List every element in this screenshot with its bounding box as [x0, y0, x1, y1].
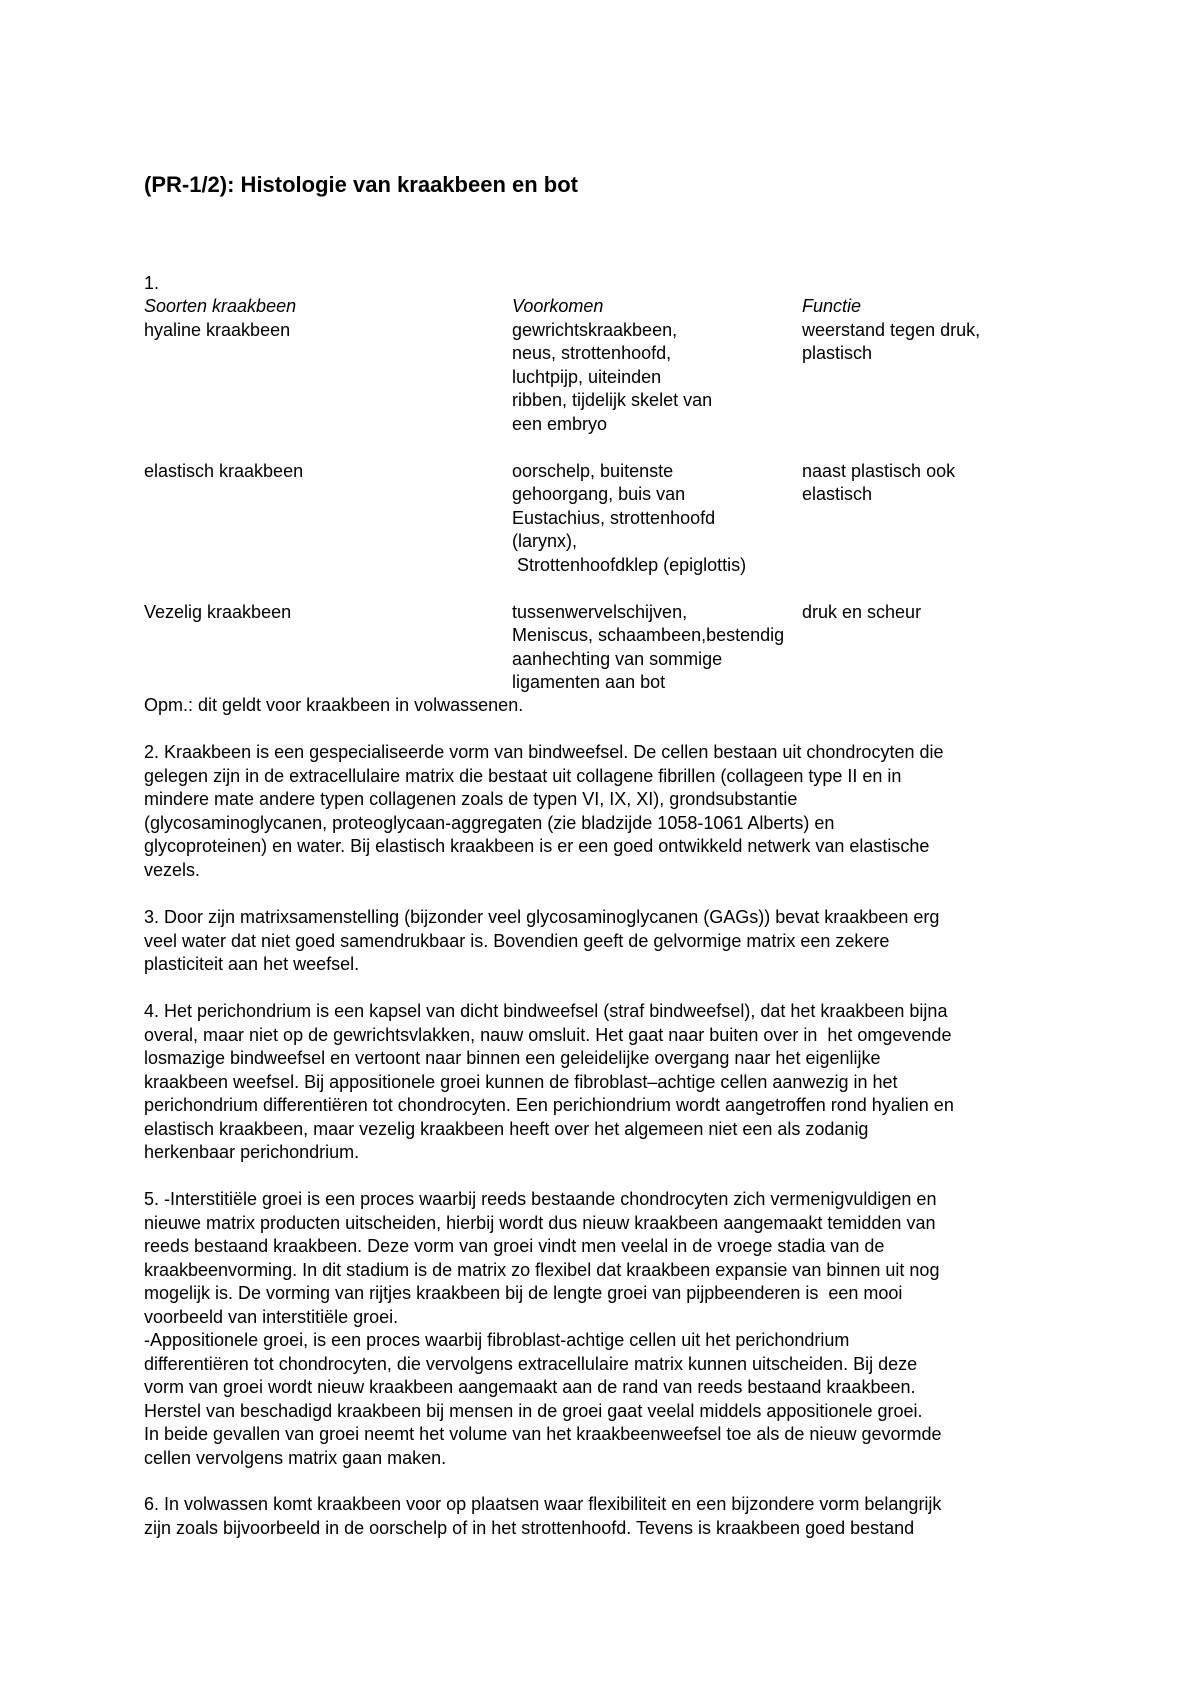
- text-line: nieuwe matrix producten uitscheiden, hierbij wordt dus nieuw kraakbeen aangemaakt temidden van: [144, 1212, 936, 1233]
- text-line: mindere mate andere typen collagenen zoals de typen VI, IX, XI), grondsubstantie: [144, 789, 798, 809]
- cell-line: een embryo: [512, 413, 608, 434]
- text-line: 5. -Interstitiële groei is een proces waarbij reeds bestaande chondrocyten zich vermenigvuldigen en: [144, 1189, 937, 1209]
- text-line: Herstel van beschadigd kraakbeen bij mensen in de groei gaat veelal middels appositionele groei.: [144, 1400, 923, 1421]
- text-line: vezels.: [144, 859, 201, 880]
- cell-line: elastisch kraakbeen: [144, 460, 304, 481]
- text-line: elastisch kraakbeen, maar vezelig kraakbeen heeft over het algemeen niet een als zodanig: [144, 1118, 869, 1139]
- text-line: kraakbeenvorming. In dit stadium is de matrix zo flexibel dat kraakbeen expansie van binnen uit nog: [144, 1259, 940, 1280]
- section-2-paragraph: [144, 741, 1084, 882]
- text-line: glycoproteinen) en water. Bij elastisch kraakbeen is er een goed ontwikkeld netwerk van elastische: [144, 836, 930, 856]
- cell-line: druk en scheur: [802, 601, 922, 622]
- cell-line: Strottenhoofdklep (epiglottis): [512, 554, 747, 575]
- text-line: In beide gevallen van groei neemt het volume van het kraakbeenweefsel toe als de nieuw gevormde: [144, 1424, 942, 1444]
- text-line: 4. Het perichondrium is een kapsel van dicht bindweefsel (straf bindweefsel), dat het kraakbeen bijna: [144, 1001, 948, 1021]
- table-row: [144, 601, 1064, 695]
- row-type-cell: [144, 460, 512, 578]
- row-occurrence-cell: [512, 601, 802, 695]
- text-line: vorm van groei wordt nieuw kraakbeen aangemaakt aan de rand van reeds bestaand kraakbeen.: [144, 1377, 916, 1397]
- text-line: overal, maar niet op de gewrichtsvlakken, nauw omsluit. Het gaat naar buiten over in het omgevende: [144, 1024, 952, 1045]
- section-3-paragraph: [144, 906, 1084, 977]
- row-function-cell: [802, 601, 1064, 695]
- row-gap: [144, 436, 1064, 460]
- cell-line: hyaline kraakbeen: [144, 319, 291, 340]
- cell-line: Vezelig kraakbeen: [144, 601, 292, 622]
- cartilage-types-table: [144, 295, 1064, 695]
- section-1-number: 1.: [144, 273, 160, 293]
- cell-line: luchtpijp, uiteinden: [512, 366, 662, 387]
- row-type-cell: [144, 319, 512, 437]
- text-line: 3. Door zijn matrixsamenstelling (bijzonder veel glycosaminoglycanen (GAGs)) bevat kraakbeen erg: [144, 907, 940, 927]
- cell-line: (larynx),: [512, 531, 578, 551]
- cell-line: aanhechting van sommige: [512, 648, 723, 669]
- row-occurrence-cell: [512, 460, 802, 578]
- cell-line: elastisch: [802, 484, 873, 504]
- text-line: zijn zoals bijvoorbeeld in de oorschelp of in het strottenhoofd. Tevens is kraakbeen goed bestand: [144, 1517, 915, 1538]
- text-line: herkenbaar perichondrium.: [144, 1142, 360, 1162]
- cell-line: oorschelp, buitenste: [512, 460, 674, 481]
- text-line: mogelijk is. De vorming van rijtjes kraakbeen bij de lengte groei van pijpbeenderen is een mooi: [144, 1283, 903, 1303]
- table-row: [144, 460, 1064, 578]
- header-types: Soorten kraakbeen: [144, 296, 297, 316]
- text-line: kraakbeen weefsel. Bij appositionele groei kunnen de fibroblast–achtige cellen aanwezig in het: [144, 1071, 898, 1092]
- header-function: Functie: [802, 296, 862, 316]
- cell-line: ligamenten aan bot: [512, 672, 666, 692]
- row-occurrence-cell: [512, 319, 802, 437]
- row-function-cell: [802, 460, 1064, 578]
- section-6-paragraph: [144, 1493, 1084, 1540]
- page-title: (PR-1/2): Histologie van kraakbeen en bot: [144, 172, 578, 197]
- text-line: losmazige bindweefsel en vertoont naar binnen een geleidelijke overgang naar het eigenlijke: [144, 1048, 881, 1068]
- row-function-cell: [802, 319, 1064, 437]
- cell-line: Meniscus, schaambeen,bestendig: [512, 625, 785, 645]
- text-line: veel water dat niet goed samendrukbaar is. Bovendien geeft de gelvormige matrix een zekere: [144, 930, 890, 951]
- text-line: reeds bestaand kraakbeen. Deze vorm van groei vindt men veelal in de vroege stadia van de: [144, 1236, 885, 1256]
- text-line: 6. In volwassen komt kraakbeen voor op plaatsen waar flexibiliteit en een bijzondere vorm belangrijk: [144, 1494, 942, 1514]
- row-type-cell: [144, 601, 512, 695]
- cell-line: ribben, tijdelijk skelet van: [512, 390, 713, 410]
- text-line: voorbeeld van interstitiële groei.: [144, 1306, 399, 1327]
- text-line: -Appositionele groei, is een proces waarbij fibroblast-achtige cellen uit het perichondrium: [144, 1330, 850, 1350]
- text-line: cellen vervolgens matrix gaan maken.: [144, 1447, 447, 1468]
- cell-line: tussenwervelschijven,: [512, 601, 688, 622]
- text-line: 2. Kraakbeen is een gespecialiseerde vorm van bindweefsel. De cellen bestaan uit chondrocyten die: [144, 742, 944, 762]
- text-line: gelegen zijn in de extracellulaire matrix die bestaat uit collagene fibrillen (collageen type II en in: [144, 765, 902, 786]
- section-5-paragraph: [144, 1188, 1084, 1470]
- table-note: Opm.: dit geldt voor kraakbeen in volwassenen.: [144, 695, 524, 715]
- cell-line: naast plastisch ook: [802, 460, 956, 481]
- cell-line: gewrichtskraakbeen,: [512, 319, 678, 340]
- cell-line: plastisch: [802, 343, 873, 363]
- table-row: [144, 319, 1064, 437]
- cell-line: gehoorgang, buis van: [512, 484, 686, 504]
- text-line: (glycosaminoglycanen, proteoglycaan-aggregaten (zie bladzijde 1058-1061 Alberts) en: [144, 812, 835, 833]
- cell-line: Eustachius, strottenhoofd: [512, 507, 716, 528]
- text-line: differentiëren tot chondrocyten, die vervolgens extracellulaire matrix kunnen uitscheiden. Bij deze: [144, 1353, 918, 1374]
- section-4-paragraph: [144, 1000, 1084, 1165]
- text-line: plasticiteit aan het weefsel.: [144, 954, 360, 974]
- text-line: perichondrium differentiëren tot chondrocyten. Een perichiondrium wordt aangetroffen rond hyalien en: [144, 1095, 954, 1115]
- cell-line: neus, strottenhoofd,: [512, 343, 672, 363]
- cell-line: weerstand tegen druk,: [802, 319, 981, 340]
- table-header-row: [144, 295, 1064, 319]
- row-gap: [144, 577, 1064, 601]
- header-occurrence: Voorkomen: [512, 296, 604, 316]
